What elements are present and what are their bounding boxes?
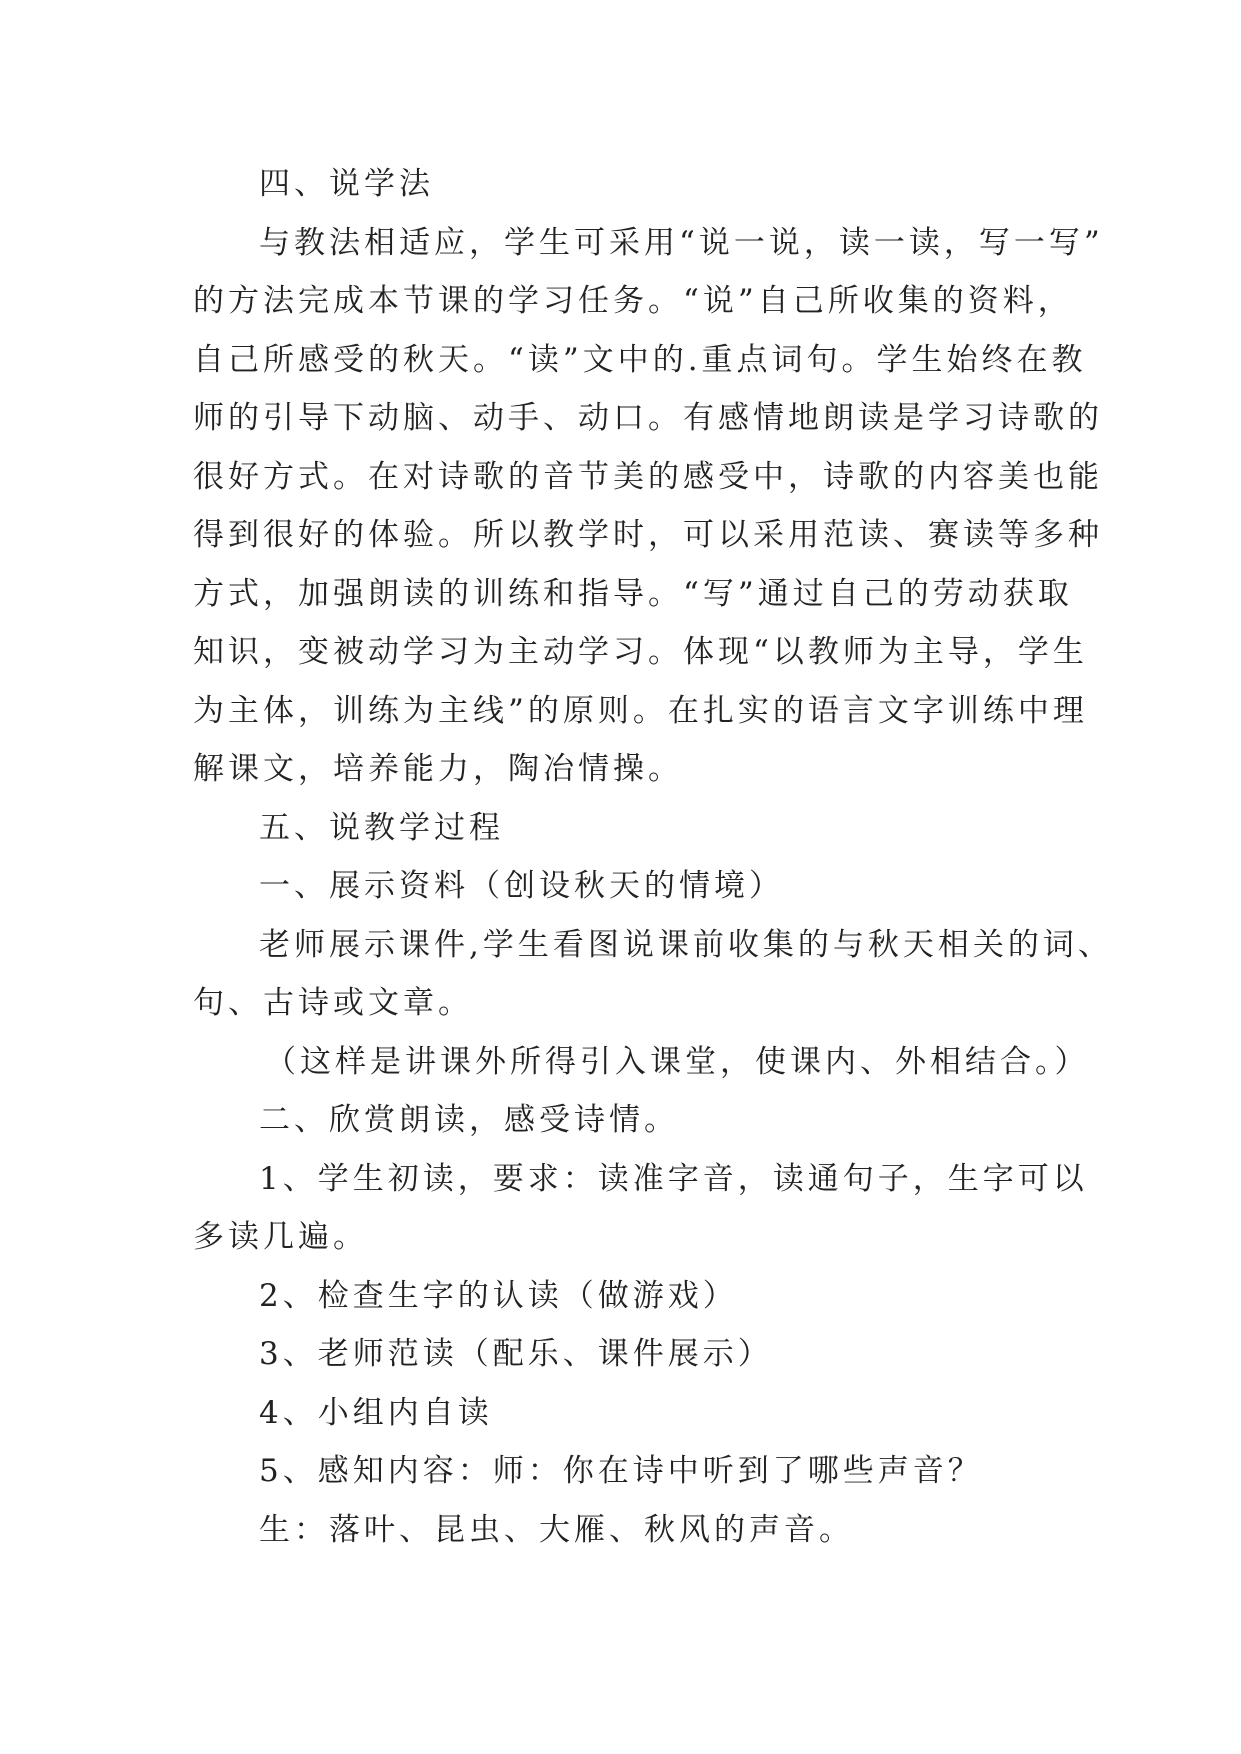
list-item-continuation: 多读几遍。 [193, 1219, 368, 1255]
paragraph-line: 生：落叶、昆虫、大雁、秋风的声音。 [259, 1511, 854, 1548]
paragraph-line: 与教法相适应，学生可采用“说一说，读一读，写一写” [259, 224, 1104, 261]
paragraph-line: 得到很好的体验。所以教学时，可以采用范读、赛读等多种 [193, 517, 1103, 553]
paragraph-line: 老师展示课件,学生看图说课前收集的与秋天相关的词、 [259, 926, 1113, 963]
list-item: 1、学生初读，要求：读准字音，读通句子，生字可以 [259, 1160, 1088, 1197]
list-item: 3、老师范读（配乐、课件展示） [259, 1336, 773, 1372]
document-body [193, 155, 1113, 1559]
paragraph-line: 方式，加强朗读的训练和指导。“写”通过自己的劳动获取 [193, 575, 1073, 612]
section-heading-study-method: 四、说学法 [259, 166, 434, 202]
section-heading-teaching-process: 五、说教学过程 [259, 809, 504, 846]
paragraph-line: 很好方式。在对诗歌的音节美的感受中，诗歌的内容美也能 [193, 458, 1103, 495]
subsection-heading: 二、欣赏朗读，感受诗情。 [259, 1102, 679, 1138]
list-item: 4、小组内自读 [259, 1394, 493, 1431]
paragraph-line: 的方法完成本节课的学习任务。“说”自己所收集的资料， [193, 283, 1073, 319]
paragraph-line: 师的引导下动脑、动手、动口。有感情地朗读是学习诗歌的 [193, 400, 1103, 436]
paragraph-line: 为主体，训练为主线”的原则。在扎实的语言文字训练中理 [193, 692, 1088, 729]
paragraph-line: （这样是讲课外所得引入课堂，使课内、外相结合。） [265, 1043, 1090, 1080]
paragraph-line: 知识，变被动学习为主动学习。体现“以教师为主导，学生 [193, 634, 1088, 670]
list-item: 5、感知内容：师：你在诗中听到了哪些声音？ [259, 1453, 983, 1489]
subsection-heading: 一、展示资料（创设秋天的情境） [259, 868, 784, 904]
paragraph-line: 自己所感受的秋天。“读”文中的.重点词句。学生始终在教 [193, 341, 1087, 378]
list-item: 2、检查生字的认读（做游戏） [259, 1277, 738, 1314]
paragraph-line: 解课文，培养能力，陶冶情操。 [193, 751, 683, 787]
paragraph-line: 句、古诗或文章。 [193, 985, 473, 1021]
